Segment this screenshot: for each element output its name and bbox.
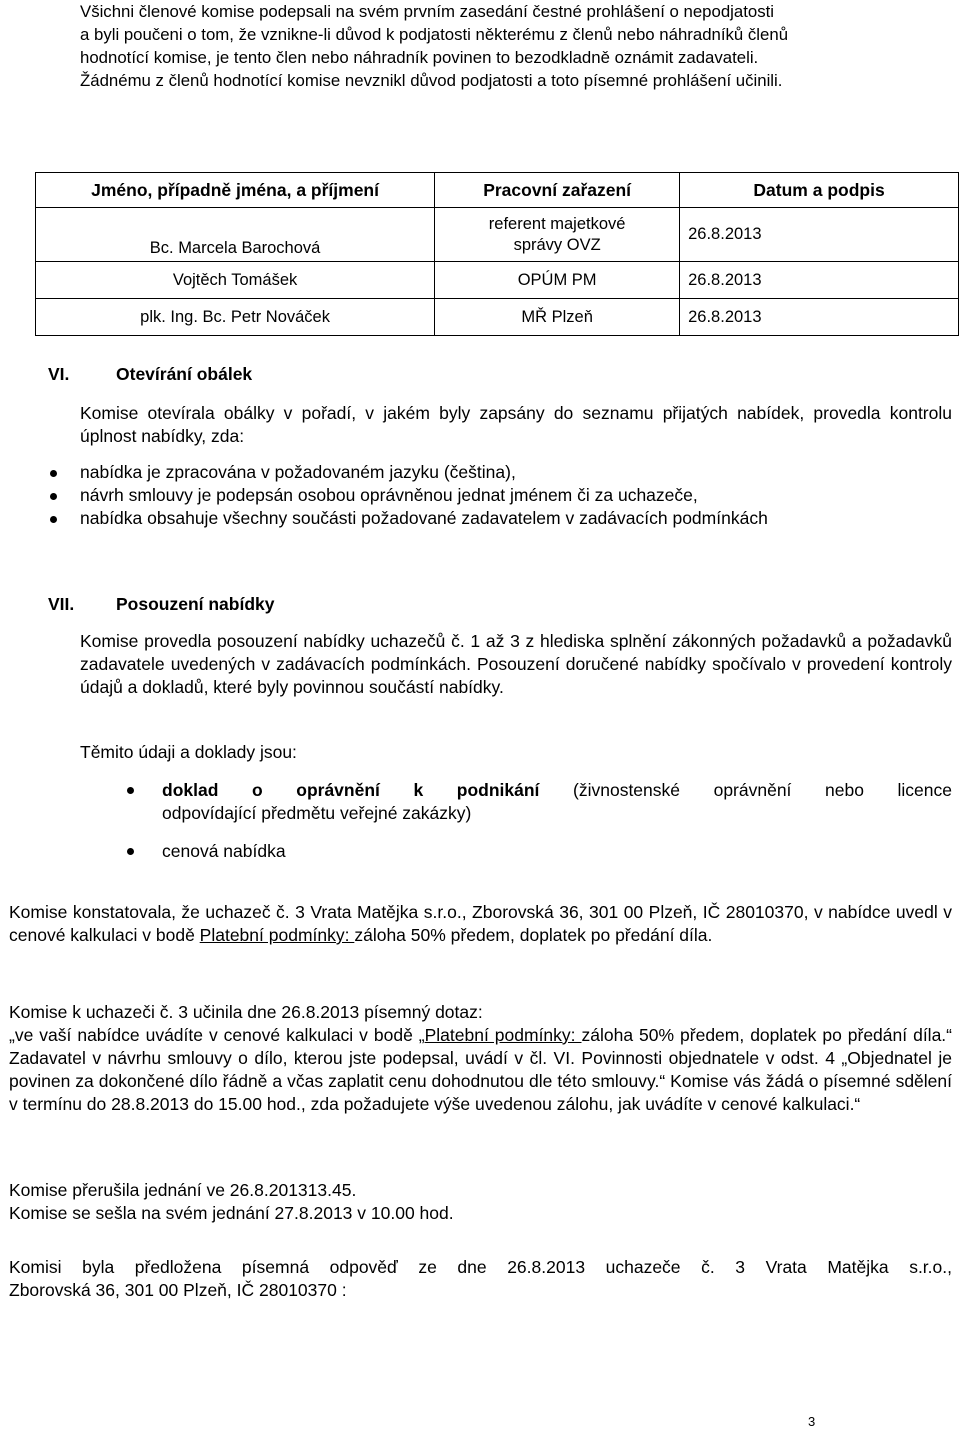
member-position: OPÚM PM [435,262,680,299]
intro-paragraph [80,0,952,92]
member-position: MŘ Plzeň [435,299,680,336]
payment-terms-ref: Platební podmínky: [424,1025,582,1045]
member-date: 26.8.2013 [680,262,959,299]
meeting-resumed: Komise se sešla na svém jednání 27.8.2013 v 10.00 hod. [9,1203,454,1223]
table-row [36,299,959,336]
member-name: plk. Ing. Bc. Petr Nováček [36,299,435,336]
meeting-interrupted: Komise přerušila jednání ve 26.8.201313.45. [9,1180,357,1200]
page-number: 3 [808,1414,816,1429]
header-name: Jméno, případně jména, a příjmení [36,173,435,208]
section-7-paragraph: Komise provedla posouzení nabídky uchazečů č. 1 až 3 z hlediska splnění zákonných požadavků a požadavků zadavatele uvedených v zadávacích podmínkách. Posouzení doručené nabídky spočívalo v provedení kontroly údajů a dokladů, které byly povinnou součástí nabídky. [80,631,952,697]
section-6-number: VI. [48,364,70,384]
member-name: Vojtěch Tomášek [36,262,435,299]
committee-table [35,172,959,336]
member-position: referent majetkové správy OVZ [435,208,680,262]
payment-terms-ref: Platební podmínky: [199,925,355,945]
table-row [36,262,959,299]
table-header-row [36,173,959,208]
list-item: cenová nabídka [162,840,952,863]
list-item: nabídka obsahuje všechny součásti požadované zadavatelem v zadávacích podmínkách [80,507,960,530]
section-7-number: VII. [48,594,75,614]
finding-paragraph: Komise konstatovala, že uchazeč č. 3 Vrata Matějka s.r.o., Zborovská 36, 301 00 Plzeň, IČ 28010370, v nabídce uvedl v cenové kalkulaci v bodě Platební podmínky: záloha 50% předem, doplatek po předání díla. [9,902,952,945]
section-7-title: Posouzení nabídky [116,594,275,614]
intro-line-4: Žádnému z členů hodnotící komise nevznikl důvod podjatosti a toto písemné prohlášení učinili. [80,71,783,90]
intro-line-1: Všichni členové komise podepsali na svém prvním zasedání čestné prohlášení o nepodjatosti [80,2,775,21]
list-item: nabídka je zpracována v požadovaném jazyku (čeština), [80,461,960,484]
intro-line-2: a byli poučeni o tom, že vznikne-li důvod k podjatosti některému z členů nebo náhradníků členů [80,25,789,44]
documents-list [162,779,952,863]
section-6-paragraph: Komise otevírala obálky v pořadí, v jakém byly zapsány do seznamu přijatých nabídek, provedla kontrolu úplnost nabídky, zda: [80,403,952,446]
section-6-title: Otevírání obálek [116,364,253,384]
header-position: Pracovní zařazení [435,173,680,208]
member-date: 26.8.2013 [680,299,959,336]
header-date-signature: Datum a podpis [680,173,959,208]
table-row [36,208,959,262]
documents-intro: Těmito údaji a doklady jsou: [80,742,297,762]
intro-line-3: hodnotící komise, je tento člen nebo náhradník povinen to bezodkladně oznámit zadavateli. [80,48,759,67]
query-intro: Komise k uchazeči č. 3 učinila dne 26.8.2013 písemný dotaz: [9,1002,483,1022]
query-paragraph: „ve vaší nabídce uvádíte v cenové kalkulaci v bodě „Platební podmínky: záloha 50% předem, doplatek po předání díla.“ Zadavatel v návrhu smlouvy o dílo, kterou jste podepsal, uvádí v čl. VI. Povinnosti objednatele v odst. 4 „Objednatel je povinen za dokončené dílo řádně a včas zaplatit cenu dohodnutou dle této smlouvy.“ Komise vás žádá o písemné sdělení v termínu do 28.8.2013 do 15.00 hod., zda požadujete výše uvedenou zálohu, jak uvádíte v cenové kalkulaci.“ [9,1025,952,1114]
member-date: 26.8.2013 [680,208,959,262]
member-name: Bc. Marcela Barochová [36,208,435,262]
response-paragraph: Komisi byla předložena písemná odpověď ze dne 26.8.2013 uchazeče č. 3 Vrata Matějka s.r.o., Zborovská 36, 301 00 Plzeň, IČ 28010370 : [9,1257,952,1300]
list-item: doklad o oprávnění k podnikání (živnostenské oprávnění nebo licence odpovídající předmětu veřejné zakázky) [162,779,952,825]
section-6-checklist [80,461,960,530]
list-item: návrh smlouvy je podepsán osobou oprávněnou jednat jménem či za uchazeče, [80,484,960,507]
